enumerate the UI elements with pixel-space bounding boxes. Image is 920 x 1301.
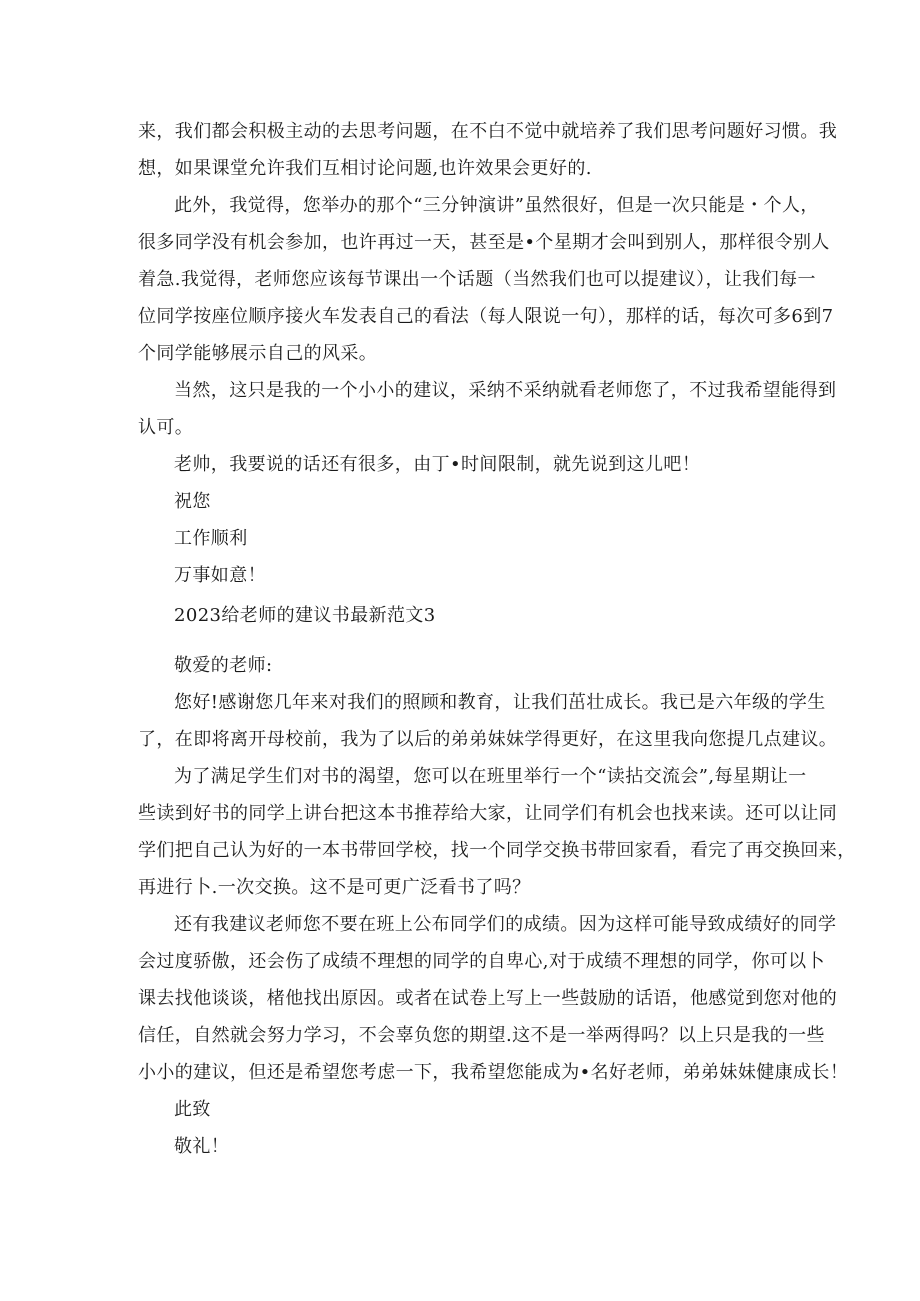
text-line-19: 些读到好书的同学上讲台把这本书推荐给大家，让同学们有机会也找来读。还可以让同 xyxy=(138,803,838,824)
text-line-15: 敬爱的老师: xyxy=(174,655,273,676)
text-line-10: 老帅，我要说的话还有很多，由丁•时间限制，就先说到这儿吧！ xyxy=(174,454,701,475)
text-line-9: 认可。 xyxy=(138,417,194,438)
section-heading: 2023给老师的建议书最新范文3 xyxy=(174,605,436,626)
text-line-2: 想，如果课堂允许我们互相讨论问题,也许效果会更好的. xyxy=(138,158,592,179)
text-line-5: 着急.我觉得，老师您应该每节课出一个话题（当然我们也可以提建议），让我们每一 xyxy=(138,269,816,290)
text-line-28: 敬礼！ xyxy=(174,1136,230,1157)
text-line-24: 课去找他谈谈，楮他找出原因。或者在试卷上写上一些鼓励的话语，他感觉到您对他的 xyxy=(138,988,838,1009)
text-line-1: 来，我们都会积极主动的去思考问题，在不白不觉中就培养了我们思考问题好习惯。我 xyxy=(138,121,838,142)
text-line-27: 此致 xyxy=(174,1099,211,1120)
text-line-20: 学们把自己认为好的一本书带回学校，找一个同学交换书带回家看，看完了再交换回来， xyxy=(138,840,856,861)
text-line-23: 会过度骄傲，还会伤了成绩不理想的同学的自卑心,对于成绩不理想的同学，你可以卜 xyxy=(138,951,825,972)
text-line-8: 当然，这只是我的一个小小的建议，采纳不采纳就看老师您了，不过我希望能得到 xyxy=(174,380,837,401)
text-line-22: 还有我建议老师您不要在班上公布同学们的成绩。因为这样可能导致成绩好的同学 xyxy=(174,914,837,935)
text-line-18: 为了满足学生们对书的渴望，您可以在班里举行一个“读拈交流会”,每星期让一 xyxy=(174,766,807,787)
text-line-12: 工作顺利 xyxy=(174,528,248,549)
text-line-17: 了，在即将离开母校前，我为了以后的弟弟妹妹学得更好，在这里我向您提几点建议。 xyxy=(138,729,838,750)
text-line-26: 小小的建议，但还是希望您考虑一下，我希望您能成为•名好老师，弟弟妹妹健康成长！ xyxy=(138,1062,849,1083)
text-line-25: 信任，自然就会努力学习，不会辜负您的期望.这不是一举两得吗？以上只是我的一些 xyxy=(138,1025,825,1046)
text-line-4: 很多同学没有机会参加，也许再过一天，甚至是•个星期才会叫到别人，那样很令别人 xyxy=(138,232,830,253)
text-line-21: 再进行卜.一次交换。这不是可更广泛看书了吗？ xyxy=(138,877,531,898)
text-line-11: 祝您 xyxy=(174,491,211,512)
text-line-6: 位同学按座位顺序接火车发表自己的看法（每人限说一句），那样的话，每次可多6到7 xyxy=(138,306,834,327)
text-line-7: 个同学能够展示自己的风采。 xyxy=(138,343,378,364)
text-line-3: 此外，我觉得，您举办的那个“三分钟演讲”虽然很好，但是一次只能是・个人， xyxy=(174,195,819,216)
text-line-16: 您好!感谢您几年来对我们的照顾和教育，让我们茁壮成长。我已是六年级的学生 xyxy=(174,692,826,713)
text-line-13: 万事如意！ xyxy=(174,565,266,586)
